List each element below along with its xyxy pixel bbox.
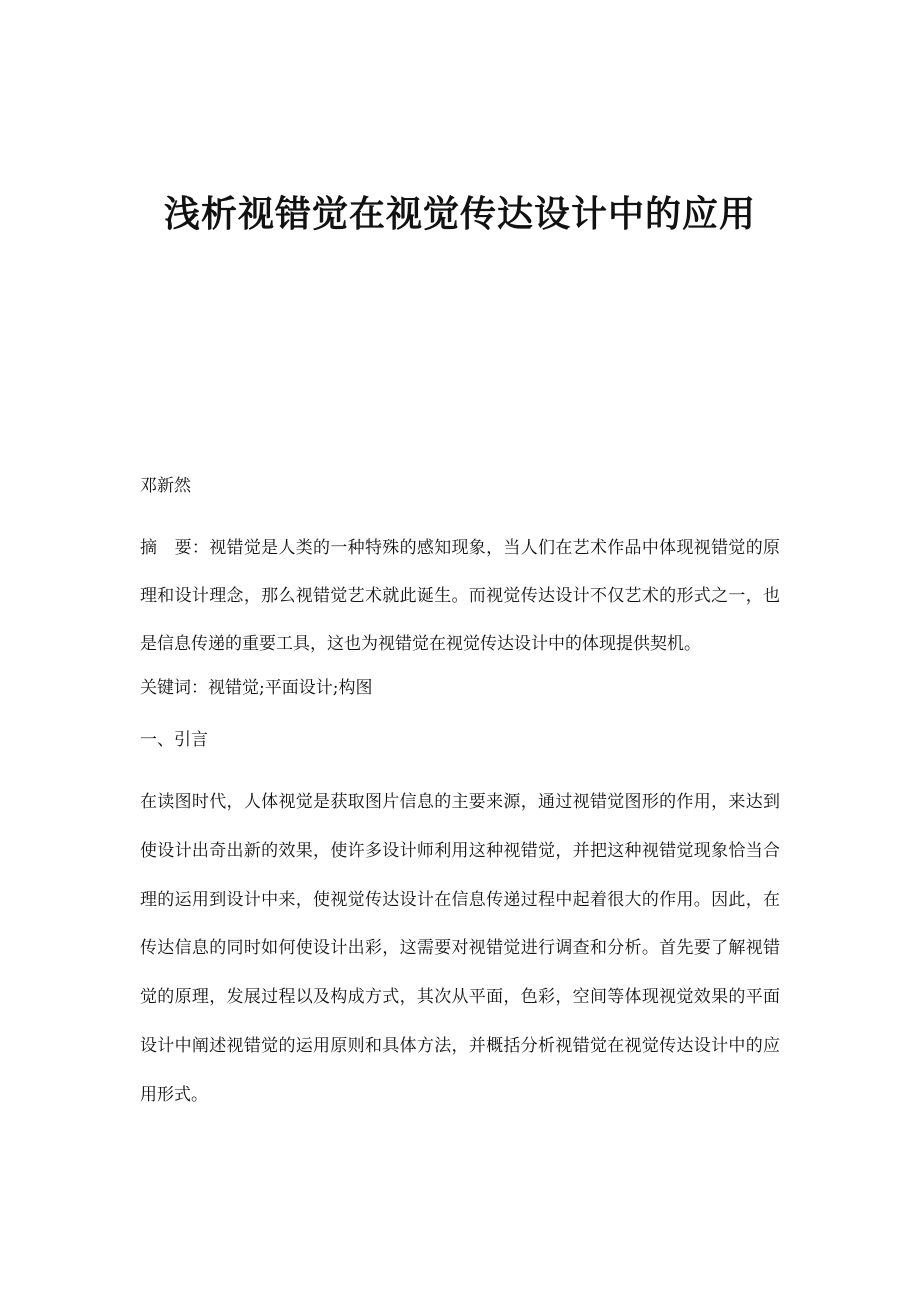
section-heading-introduction: 一、引言: [140, 730, 208, 750]
abstract-paragraph: 摘 要：视错觉是人类的一种特殊的感知现象，当人们在艺术作品中体现视错觉的原理和设计理念，那么视错觉艺术就此诞生。而视觉传达设计不仅艺术的形式之一，也是信息传递的重要工具，这也为视错觉在视觉传达设计中的体现提供契机。: [140, 538, 780, 654]
keywords-line: 关键词：视错觉;平面设计;构图: [140, 678, 373, 698]
author-name: 邓新然: [140, 476, 191, 496]
document-body: [140, 470, 780, 1120]
document-title: 浅析视错觉在视觉传达设计中的应用: [163, 193, 756, 235]
introduction-paragraph: 在读图时代，人体视觉是获取图片信息的主要来源，通过视错觉图形的作用，来达到使设计出奇出新的效果，使许多设计师利用这种视错觉，并把这种视错觉现象恰当合理的运用到设计中来，使视觉传达设计在信息传递过程中起着很大的作用。因此，在传达信息的同时如何使设计出彩，这需要对视错觉进行调查和分析。首先要了解视错觉的原理，发展过程以及构成方式，其次从平面，色彩，空间等体现视觉效果的平面设计中阐述视错觉的运用原则和具体方法，并概括分析视错觉在视觉传达设计中的应用形式。: [140, 792, 780, 1105]
